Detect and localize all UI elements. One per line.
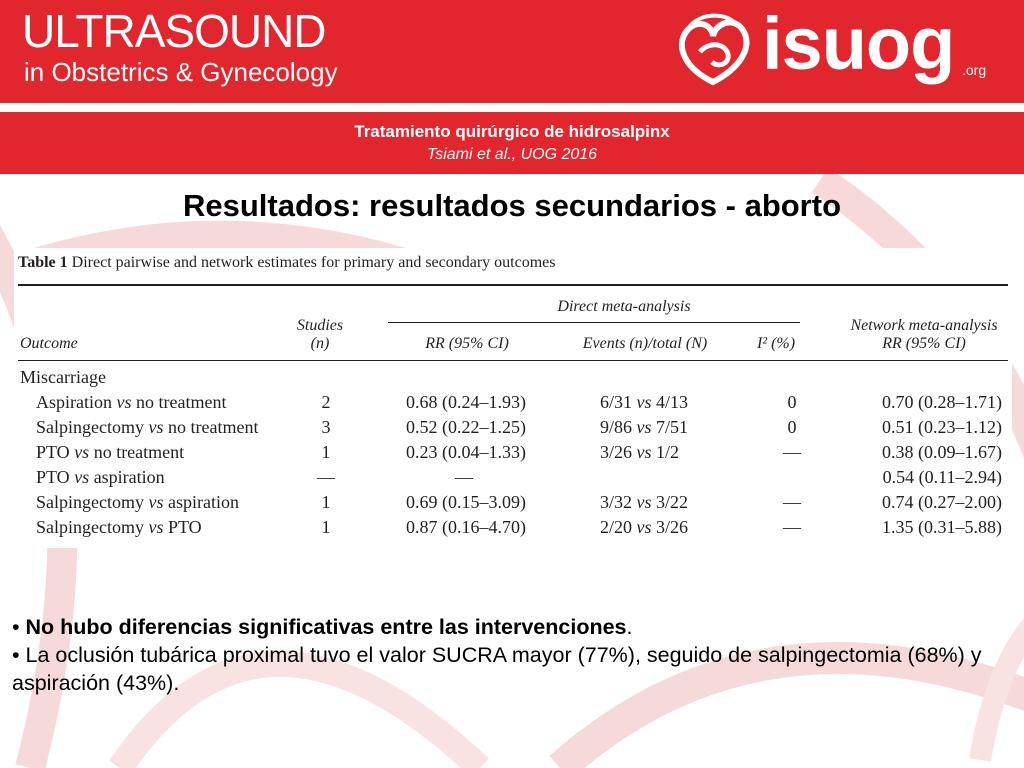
- table-caption: [18, 254, 556, 272]
- journal-subtitle: in Obstetrics & Gynecology: [24, 57, 338, 87]
- row-i2: —: [783, 517, 801, 537]
- row-events: 2/20 vs 3/26: [600, 517, 689, 537]
- row-i2: 0: [787, 417, 797, 437]
- row-i2: —: [783, 442, 801, 462]
- row-network: 1.35 (0.31–5.88): [882, 517, 1002, 537]
- table-top-rule: [18, 284, 1008, 286]
- row-outcome: Salpingectomy vs PTO: [36, 517, 202, 537]
- header-divider: [0, 103, 1024, 112]
- header-i2: I² (%): [756, 335, 796, 352]
- header-direct-meta-analysis: Direct meta-analysis: [557, 298, 691, 315]
- row-network: 0.38 (0.09–1.67): [882, 442, 1002, 462]
- row-rr: 0.87 (0.16–4.70): [406, 517, 526, 537]
- table-caption-label: Table 1: [18, 254, 68, 271]
- row-rr: 0.23 (0.04–1.33): [406, 442, 526, 462]
- row-rr: 0.68 (0.24–1.93): [406, 392, 526, 412]
- row-i2: 0: [787, 392, 797, 412]
- section-label-miscarriage: Miscarriage: [20, 367, 106, 387]
- journal-header: [0, 0, 1024, 103]
- row-outcome: Salpingectomy vs aspiration: [36, 492, 239, 512]
- group-header-rule: [388, 322, 800, 323]
- row-outcome: PTO vs aspiration: [36, 467, 165, 487]
- isuog-wordmark: isuog: [762, 2, 955, 85]
- results-table: [14, 248, 1012, 548]
- header-network-rr: RR (95% CI): [882, 335, 966, 352]
- conclusion-bullets: [12, 613, 1012, 697]
- row-rr: 0.69 (0.15–3.09): [406, 492, 526, 512]
- row-events: 3/32 vs 3/22: [600, 492, 689, 512]
- header-studies-unit: (n): [310, 335, 330, 352]
- row-rr: —: [455, 467, 473, 487]
- slide-title-bar: [0, 112, 1024, 174]
- row-rr: 0.52 (0.22–1.25): [406, 417, 526, 437]
- isuog-emblem-icon: [670, 8, 756, 94]
- row-outcome: Salpingectomy vs no treatment: [36, 417, 259, 437]
- slide-topic: Tratamiento quirúrgico de hidrosalpinx: [354, 122, 670, 141]
- row-network: 0.51 (0.23–1.12): [882, 417, 1002, 437]
- slide-heading: Resultados: resultados secundarios - aborto: [182, 188, 842, 223]
- slide-citation: Tsiami et al., UOG 2016: [426, 146, 598, 163]
- isuog-logo: [640, 0, 1024, 103]
- isuog-org-suffix: .org: [962, 62, 987, 78]
- bullet-tail-text: .: [626, 615, 633, 639]
- row-events: 9/86 vs 7/51: [600, 417, 689, 437]
- header-rr: RR (95% CI): [425, 335, 509, 352]
- row-network: 0.54 (0.11–2.94): [882, 467, 1002, 487]
- row-i2: —: [783, 492, 801, 512]
- header-network: Network meta-analysis: [850, 317, 998, 334]
- row-outcome: PTO vs no treatment: [36, 442, 185, 462]
- row-studies: 1: [321, 492, 331, 512]
- header-events: Events (n)/total (N): [582, 335, 708, 352]
- table-header-rule: [18, 360, 1008, 361]
- table-caption-text: Direct pairwise and network estimates for primary and secondary outcomes: [71, 254, 556, 271]
- row-studies: 1: [321, 517, 331, 537]
- bullet-item: • La oclusión tubárica proximal tuvo el valor SUCRA mayor (77%), seguido de salpingectomia (68%) y aspiración (43%).: [12, 643, 982, 695]
- row-studies: 1: [321, 442, 331, 462]
- header-outcome: Outcome: [20, 335, 78, 352]
- row-events: 3/26 vs 1/2: [600, 442, 680, 462]
- header-studies: Studies: [296, 317, 344, 334]
- bullet-text: La oclusión tubárica proximal tuvo el valor SUCRA mayor (77%), seguido de salpingectomia (68%) y aspiración (43%).: [12, 643, 982, 695]
- journal-title: ULTRASOUND: [22, 5, 326, 57]
- bullet-bold-text: No hubo diferencias significativas entre las intervenciones: [25, 615, 627, 639]
- row-network: 0.70 (0.28–1.71): [882, 392, 1002, 412]
- row-studies: 3: [321, 417, 331, 437]
- row-studies: —: [317, 467, 335, 487]
- row-events: 6/31 vs 4/13: [600, 392, 689, 412]
- row-outcome: Aspiration vs no treatment: [36, 392, 227, 412]
- bullet-item: • No hubo diferencias significativas entre las intervenciones.: [12, 615, 633, 639]
- row-network: 0.74 (0.27–2.00): [882, 492, 1002, 512]
- row-studies: 2: [321, 392, 331, 412]
